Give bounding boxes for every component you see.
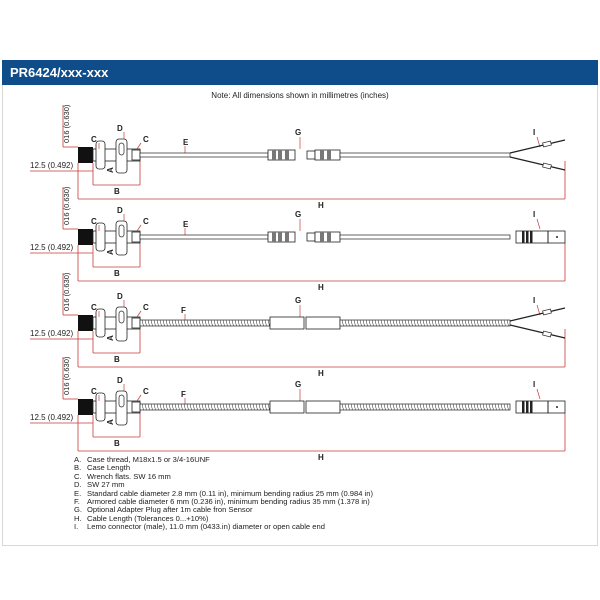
nut-slot — [119, 143, 124, 155]
g-label: G — [295, 210, 302, 219]
callout — [537, 219, 540, 229]
plug-grip — [278, 232, 282, 242]
diameter-label: 016 (0.630) — [62, 186, 71, 225]
lemo-grip — [526, 401, 529, 413]
cable-label: E — [183, 220, 189, 229]
adapter-socket — [307, 233, 315, 241]
i-label: I — [533, 296, 536, 305]
legend-item: D. SW 27 mm — [74, 480, 125, 490]
lemo-grip — [526, 231, 529, 243]
wire-ferrule — [543, 309, 552, 315]
cable — [140, 153, 268, 157]
threaded-tip — [78, 147, 93, 163]
lemo-pin — [556, 406, 558, 408]
lemo-pin — [556, 236, 558, 238]
adapter-sleeve — [270, 317, 304, 329]
wrench-flat-end — [132, 232, 140, 242]
legend-item: H. Cable Length (Tolerances 0...+10%) — [74, 513, 209, 523]
a-label: A — [106, 335, 115, 341]
d-label: D — [117, 206, 123, 215]
sensor-row — [30, 104, 565, 210]
wrench-flat-nut — [96, 309, 105, 337]
length-label: 12.5 (0.492) — [30, 243, 74, 252]
g-label: G — [295, 380, 302, 389]
open-cable-wires — [510, 140, 565, 170]
h-label: H — [318, 283, 324, 292]
b-label: B — [114, 439, 120, 448]
cable — [140, 235, 268, 239]
c-label: C — [143, 217, 149, 226]
g-label: G — [295, 128, 302, 137]
diameter-label: 016 (0.630) — [62, 272, 71, 311]
adapter-sleeve — [306, 317, 340, 329]
plug-grip — [272, 150, 276, 160]
threaded-tip — [78, 399, 93, 415]
sensor-row — [30, 356, 565, 462]
threaded-tip — [78, 315, 93, 331]
plug-grip — [285, 232, 289, 242]
plug-grip — [278, 150, 282, 160]
lemo-grip — [522, 401, 525, 413]
wire-ferrule — [543, 331, 552, 337]
wire-ferrule — [543, 163, 552, 169]
wrench-flat-end — [132, 318, 140, 328]
lemo-grip — [522, 231, 525, 243]
a-label: A — [106, 419, 115, 425]
plug-grip — [285, 150, 289, 160]
legend-item: I. Lemo connector (male), 11.0 mm (0433.in) diameter or open cable end — [74, 522, 325, 532]
d-label: D — [117, 376, 123, 385]
i-label: I — [533, 128, 536, 137]
adapter-sleeve — [270, 401, 304, 413]
callout — [137, 225, 141, 231]
b-label: B — [114, 187, 120, 196]
socket-grip — [327, 150, 331, 160]
legend-item: E. Standard cable diameter 2.8 mm (0.11 in), minimum bending radius 25 mm (0.984 in) — [74, 488, 374, 498]
i-label: I — [533, 380, 536, 389]
wrench-flat-nut — [96, 223, 105, 251]
b-label: B — [114, 269, 120, 278]
plug-grip — [272, 232, 276, 242]
c-label: C — [143, 387, 149, 396]
length-label: 12.5 (0.492) — [30, 329, 74, 338]
nut-slot — [119, 311, 124, 323]
cable-label: F — [181, 306, 186, 315]
legend-item: G. Optional Adapter Plug after 1m cable fron Sensor — [74, 505, 253, 515]
cable — [340, 235, 510, 239]
wire-ferrule — [543, 141, 552, 147]
legend — [74, 456, 373, 532]
dimension-note: Note: All dimensions shown in millimetres (inches) — [211, 91, 389, 100]
wrench-flat-end — [132, 402, 140, 412]
socket-grip — [327, 232, 331, 242]
h-label: H — [318, 369, 324, 378]
c-label: C — [91, 387, 97, 396]
legend-item: F. Armored cable diameter 6 mm (0.236 in), minimum bending radius 35 mm (1.378 in) — [74, 497, 370, 507]
diameter-label: 016 (0.630) — [62, 356, 71, 395]
h-label: H — [318, 201, 324, 210]
b-label: B — [114, 355, 120, 364]
socket-grip — [320, 232, 324, 242]
header-title: PR6424/xxx-xxx — [10, 65, 109, 80]
a-label: A — [106, 249, 115, 255]
callout — [137, 311, 141, 317]
c-label: C — [143, 135, 149, 144]
lemo-grip — [530, 231, 533, 243]
sensor-row — [30, 186, 565, 292]
d-label: D — [117, 124, 123, 133]
wrench-flat-nut — [96, 393, 105, 421]
callout — [537, 389, 540, 399]
open-cable-wires — [510, 308, 565, 338]
lemo-grip — [530, 401, 533, 413]
c-label: C — [91, 135, 97, 144]
adapter-sleeve — [306, 401, 340, 413]
diameter-label: 016 (0.630) — [62, 104, 71, 143]
c-label: C — [91, 217, 97, 226]
c-label: C — [143, 303, 149, 312]
nut-slot — [119, 395, 124, 407]
g-label: G — [295, 296, 302, 305]
wrench-flat-nut — [96, 141, 105, 169]
i-label: I — [533, 210, 536, 219]
c-label: C — [91, 303, 97, 312]
legend-item: C. Wrench flats. SW 16 mm — [74, 471, 171, 481]
threaded-tip — [78, 229, 93, 245]
cable-label: F — [181, 390, 186, 399]
length-label: 12.5 (0.492) — [30, 161, 74, 170]
cable-label: E — [183, 138, 189, 147]
a-label: A — [106, 167, 115, 173]
legend-item: B. Case Length — [74, 463, 131, 473]
legend-item: A. Case thread, M18x1.5 or 3/4-16UNF — [74, 455, 210, 464]
nut-slot — [119, 225, 124, 237]
socket-grip — [320, 150, 324, 160]
h-label: H — [318, 453, 324, 462]
cable — [340, 153, 510, 157]
callout — [137, 395, 141, 401]
adapter-socket — [307, 151, 315, 159]
d-label: D — [117, 292, 123, 301]
length-label: 12.5 (0.492) — [30, 413, 74, 422]
sensor-row — [30, 272, 565, 378]
wrench-flat-end — [132, 150, 140, 160]
callout — [137, 143, 141, 149]
